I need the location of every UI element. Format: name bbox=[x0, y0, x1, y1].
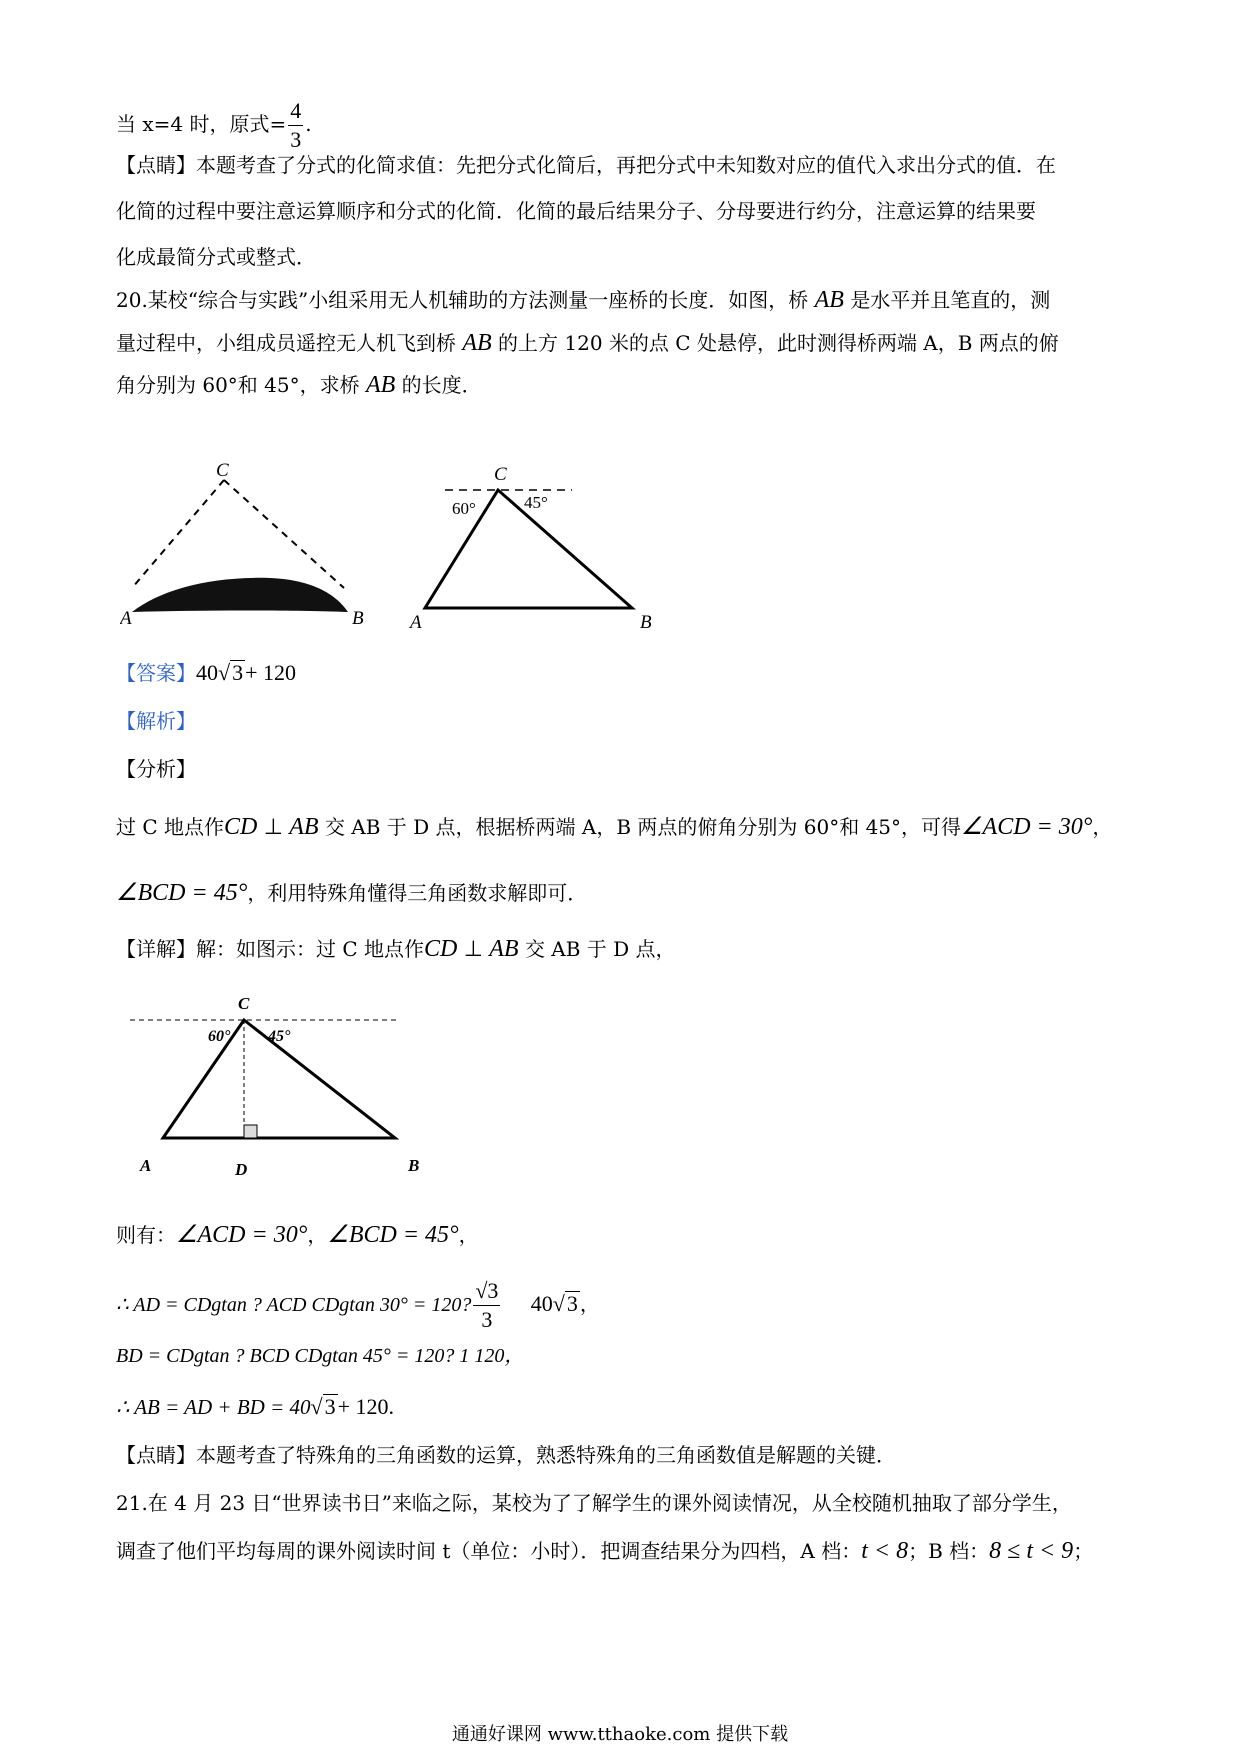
perp-symbol: ⊥ bbox=[463, 936, 483, 961]
note-line-1 bbox=[116, 150, 1056, 180]
question-21-line-1 bbox=[116, 1488, 1072, 1518]
answer-coef: 40 bbox=[196, 660, 218, 685]
comma: ， bbox=[1092, 815, 1113, 839]
label-c: C bbox=[216, 460, 229, 481]
note-text: 化简的过程中要注意运算顺序和分式的化简．化简的最后结果分子、分母要进行约分，注意运算的结果要 bbox=[116, 199, 1036, 223]
angle-bcd: ∠BCD = 45° bbox=[327, 1222, 459, 1248]
q-text: ；B 档： bbox=[908, 1539, 990, 1563]
segment-cd: CD bbox=[424, 936, 458, 962]
result-text: 当 x=4 时，原式= bbox=[116, 112, 287, 136]
label-d: D bbox=[235, 1160, 248, 1179]
figure-triangle bbox=[400, 458, 680, 638]
analysis-text: 过 C 地点作 bbox=[116, 815, 225, 839]
q-text: 20.某校“综合与实践”小组采用无人机辅助的方法测量一座桥的长度．如图，桥 bbox=[116, 288, 809, 312]
analysis-line-1 bbox=[116, 812, 1112, 842]
segment-ab: AB bbox=[489, 936, 519, 962]
then-text: 则有： bbox=[116, 1223, 176, 1247]
q-text: 21.在 4 月 23 日“世界读书日”来临之际，某校为了了解学生的课外阅读情况，从全校随机抽取了部分学生， bbox=[116, 1491, 1072, 1515]
note-line-2 bbox=[116, 196, 1036, 226]
numerator: 4 bbox=[288, 100, 303, 126]
figure-bridge-drone bbox=[120, 460, 380, 630]
sep: ， bbox=[307, 1223, 328, 1247]
q-text: 角分别为 60°和 45°，求桥 bbox=[116, 373, 360, 397]
analysis-text: ，利用特殊角懂得三角函数求解即可． bbox=[247, 881, 588, 905]
segment-ab: AB bbox=[462, 330, 492, 356]
eq1-radicand: 3 bbox=[566, 1291, 578, 1316]
question-20-line-3 bbox=[116, 370, 482, 400]
note-text: 化成最简分式或整式． bbox=[116, 245, 316, 269]
detail-line bbox=[116, 934, 676, 964]
segment-cd: CD bbox=[224, 814, 258, 840]
answer-rest: + 120 bbox=[245, 660, 296, 685]
detail-tag: 【详解】 bbox=[116, 937, 196, 961]
label-a: A bbox=[410, 612, 422, 633]
segment-ab: AB bbox=[365, 372, 396, 398]
label-b: B bbox=[640, 612, 652, 633]
question-20-line-2 bbox=[116, 328, 1059, 358]
label-c: C bbox=[238, 994, 250, 1013]
segment-ab: AB bbox=[814, 287, 844, 313]
answer-tag: 【答案】 bbox=[116, 661, 196, 685]
then-line bbox=[116, 1220, 479, 1250]
end-comma: ， bbox=[579, 1292, 600, 1316]
angle-acd: ∠ACD = 30° bbox=[176, 1222, 308, 1248]
cond-b: 8 ≤ t < 9 bbox=[989, 1538, 1074, 1564]
angle-45: 45° bbox=[268, 1028, 291, 1045]
q-text: 调查了他们平均每周的课外阅读时间 t（单位：小时）．把调查结果分为四档，A 档： bbox=[116, 1539, 862, 1563]
eq3-text: ∴ AB = AD + BD = 40 bbox=[116, 1395, 311, 1419]
cond-a: t < 8 bbox=[861, 1538, 909, 1564]
note-line-3 bbox=[116, 242, 316, 272]
q-text: 是水平并且笔直的，测 bbox=[850, 288, 1051, 312]
note-20-line bbox=[116, 1440, 896, 1470]
eq1-fraction bbox=[473, 1280, 500, 1331]
label-b: B bbox=[408, 1156, 420, 1175]
dashed-line-ca bbox=[132, 480, 224, 588]
fraction bbox=[288, 100, 303, 151]
bridge-silhouette bbox=[132, 578, 348, 612]
eq3-radicand: 3 bbox=[324, 1394, 336, 1419]
figure-triangle-with-altitude bbox=[120, 985, 440, 1185]
perp-symbol: ⊥ bbox=[263, 814, 283, 839]
note-text: 本题考查了分式的化简求值：先把分式化简后，再把分式中未知数对应的值代入求出分式的值．在 bbox=[196, 153, 1056, 177]
angle-bcd: ∠BCD = 45° bbox=[116, 880, 248, 906]
question-21-line-2 bbox=[116, 1536, 1093, 1566]
label-a: A bbox=[140, 1156, 152, 1175]
note-tag: 【点睛】 bbox=[116, 153, 196, 177]
answer-line: 【答案】40√3+ 120 bbox=[116, 660, 296, 685]
angle-45: 45° bbox=[524, 493, 548, 512]
eq1-coef: 40 bbox=[530, 1291, 553, 1316]
note-tag: 【点睛】 bbox=[116, 1443, 196, 1467]
analysis-line-2 bbox=[116, 878, 587, 908]
right-angle-mark bbox=[244, 1125, 257, 1138]
label-b: B bbox=[352, 608, 364, 629]
page-footer: 通通好课网 www.tthaoke.com 提供下载 bbox=[451, 1724, 789, 1745]
label-a: A bbox=[120, 608, 132, 629]
analysis-text: 交 AB 于 D 点，根据桥两端 A，B 两点的俯角分别为 60°和 45°，可得 bbox=[324, 815, 962, 839]
segment-ab: AB bbox=[289, 814, 319, 840]
angle-acd: ∠ACD = 30° bbox=[961, 814, 1093, 840]
equation-1: ∴ AD = CDgtan ? ACD CDgtan 30° = 120? $\frac{√3}{3}$ 40√3 ， bbox=[116, 1278, 600, 1332]
eq3-rest: + 120. bbox=[337, 1394, 395, 1419]
dashed-line-cb bbox=[224, 480, 344, 588]
denominator: 3 bbox=[481, 1307, 493, 1332]
period: . bbox=[305, 112, 312, 136]
equation-3: ∴ AB = AD + BD = 40√3+ 120. bbox=[116, 1394, 395, 1419]
note-text: 本题考查了特殊角的三角函数的运算，熟悉特殊角的三角函数值是解题的关键． bbox=[196, 1443, 896, 1467]
q-text: ； bbox=[1073, 1539, 1094, 1563]
q-text: 量过程中，小组成员遥控无人机飞到桥 bbox=[116, 331, 456, 355]
eq1-text: ∴ AD = CDgtan ? ACD CDgtan 30° = 120? bbox=[116, 1294, 472, 1316]
fenxi-tag: 【分析】 bbox=[116, 757, 196, 781]
eq2-text: BD = CDgtan ? BCD CDgtan 45° = 120? 1 120， bbox=[116, 1345, 525, 1367]
angle-60: 60° bbox=[452, 499, 476, 518]
question-20-line-1 bbox=[116, 285, 1050, 315]
answer-radicand: 3 bbox=[232, 660, 244, 685]
q-text: 的上方 120 米的点 C 处悬停，此时测得桥两端 A，B 两点的俯 bbox=[498, 331, 1059, 355]
detail-text: 交 AB 于 D 点， bbox=[524, 937, 676, 961]
detail-text: 解：如图示：过 C 地点作 bbox=[196, 937, 425, 961]
numerator: √3 bbox=[473, 1280, 500, 1306]
equation-2 bbox=[116, 1340, 524, 1371]
angle-60: 60° bbox=[208, 1028, 231, 1045]
label-c: C bbox=[494, 464, 507, 485]
denominator: 3 bbox=[290, 127, 302, 152]
q-text: 的长度． bbox=[401, 373, 482, 397]
analysis-tag: 【解析】 bbox=[116, 709, 196, 733]
end-comma: ， bbox=[458, 1223, 479, 1247]
result-line bbox=[116, 100, 312, 151]
